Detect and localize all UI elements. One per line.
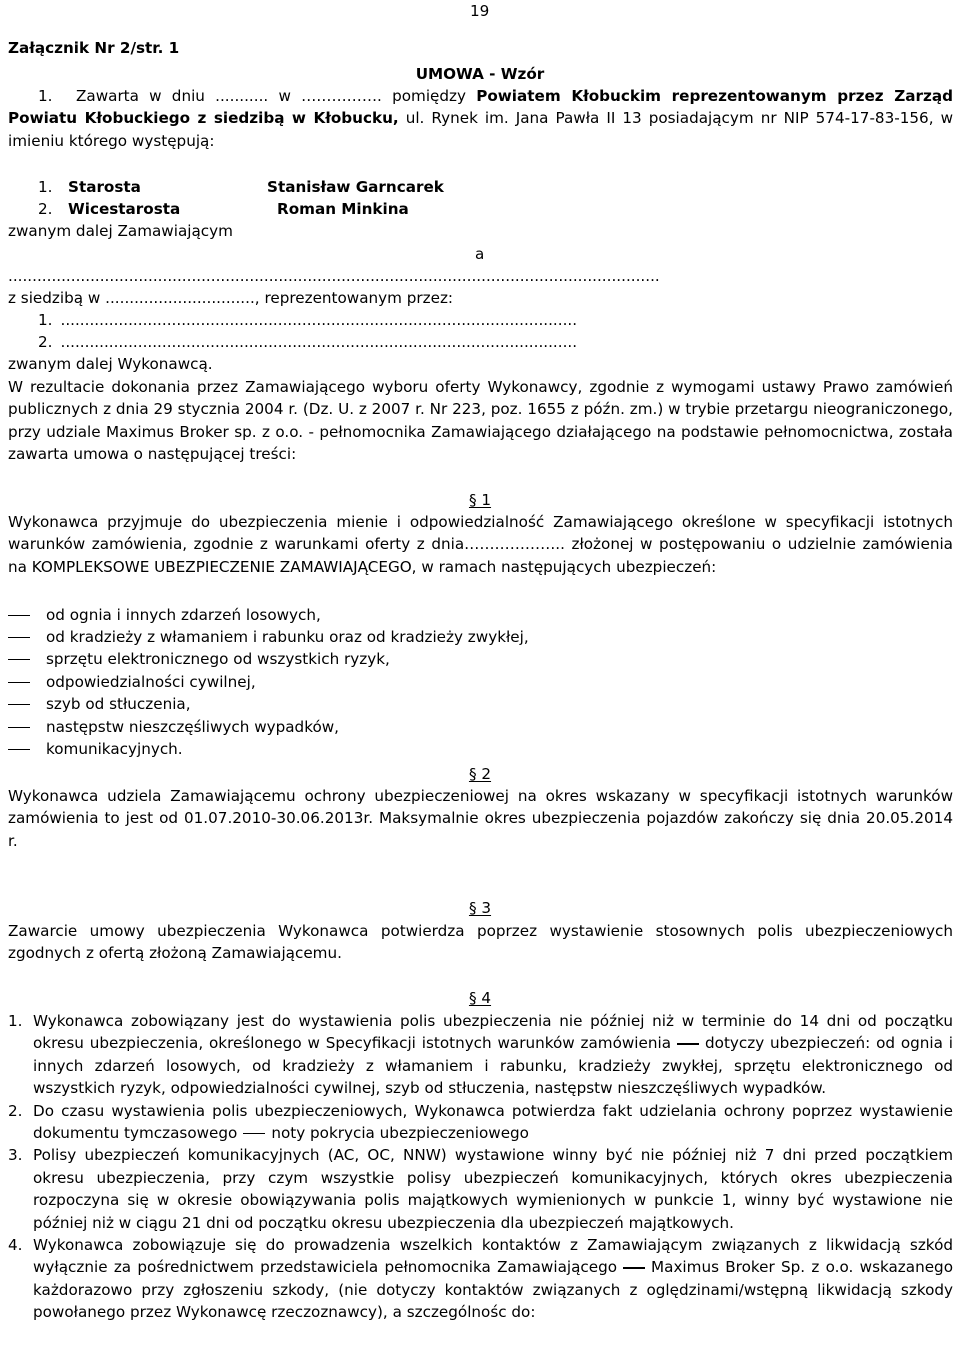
preamble: W rezultacie dokonania przez Zamawiającego wyboru oferty Wykonawcy, zgodnie z wymogami ustawy Prawo zamówień publicznych z dnia 29 stycznia 2004 r. (Dz. U. z 2007 r. Nr 223, poz. 1655 z późn. zm.) w trybie przetargu nieograniczonego, przy udziale Maximus Broker sp. z o.o. - pełnomocnika Zamawiającego działającego na podstawie pełnomocnictwa, została zawarta umowa o następującej treści:	[8, 378, 953, 464]
section-2-text: Wykonawca udziela Zamawiającemu ochrony ubezpieczeniowej na okres wskazany w specyfikacji istotnych warunków zamówienia to jest od 01.07.2010-30.06.2013r. Maksymalnie okres ubezpieczenia pojazdów zakończy się dnia 20.05.2014 r.	[8, 787, 953, 850]
list-dash	[8, 749, 30, 750]
list-item: komunikacyjnych.	[46, 740, 183, 758]
representative-1-name: Stanisław Garncarek	[267, 178, 444, 196]
representative-2: 2.	[38, 200, 53, 218]
list-item: następstw nieszczęśliwych wypadków,	[46, 718, 339, 736]
representative-1: 1.	[38, 178, 53, 196]
list-dash	[8, 659, 30, 660]
section-4-item-2: 2. Do czasu wystawienia polis ubezpieczeniowych, Wykonawca potwierdza fakt udzielania ochrony poprzez wystawienie dokumentu tymczasowego noty pokrycia ubezpieczeniowego	[8, 1101, 953, 1143]
list-dash	[8, 704, 30, 705]
list-item: od kradzieży z włamaniem i rabunku oraz od kradzieży zwykłej,	[46, 628, 529, 646]
section-4-list	[8, 1010, 953, 1324]
dots-line: .......................................................................................................................................	[8, 267, 660, 285]
section-1-text: Wykonawca przyjmuje do ubezpieczenia mienie i odpowiedzialność Zamawiającego określone w specyfikacji istotnych warunków zamówienia, zgodnie z warunkami oferty z dnia……………….. złożonej w postępowaniu o udzielnie zamówienia na KOMPLEKSOWE UBEZPIECZENIE ZAMAWIAJĄCEGO, w ramach następujących ubezpieczeń:	[8, 513, 953, 576]
contract-title: UMOWA - Wzór	[415, 65, 545, 83]
section-4-heading: § 4	[468, 989, 492, 1007]
list-dash	[8, 615, 30, 616]
dash-mark	[243, 1133, 265, 1134]
list-item: od ognia i innych zdarzeń losowych,	[46, 606, 321, 624]
intro-number: 1.	[38, 87, 53, 105]
section-4-item-1: 1. Wykonawca zobowiązany jest do wystawienia polis ubezpieczenia nie później niż w terminie do 14 dni od początku okresu ubezpieczenia, określonego w Specyfikacji istotnych warunków zamówienia dotyczy ubezpieczeń: od ognia i innych zdarzeń losowych, od kradzieży z włamaniem i rabunku, kradzieży zwykłej, sprzętu elektronicznego od wszystkich ryzyk, odpowiedzialności cywilnej, szyb od stłuczenia, następstw nieszczęśliwych wypadków.	[8, 1012, 953, 1098]
wykonawca-line: zwanym dalej Wykonawcą.	[8, 355, 213, 373]
contractor-rep-2: 2. ...........................................................................................................	[38, 333, 578, 351]
annex-label: Załącznik Nr 2/str. 1	[8, 39, 180, 57]
list-item: sprzętu elektronicznego od wszystkich ryzyk,	[46, 650, 390, 668]
section-4-item-4: 4. Wykonawca zobowiązuje się do prowadzenia wszelkich kontaktów z Zamawiającym związanych z likwidacją szkód wyłącznie za pośrednictwem przedstawiciela pełnomocnika Zamawiającego Maximus Broker Sp. z o.o. wskazanego każdorazowo przy zgłoszeniu szkody, (nie dotyczy kontaktów związanych z oględzinami/wstępną likwidacją szkody powołanego przez Wykonawcę rzeczoznawcy), a szczególnośc do:	[8, 1236, 953, 1322]
section-2-heading: § 2	[468, 765, 492, 783]
list-dash	[8, 727, 30, 728]
representative-2-name: Roman Minkina	[277, 200, 409, 218]
page-number: 19	[470, 2, 490, 20]
intro-paragraph: 1. Zawarta w dniu ........... w ……………. pomiędzy Powiatem Kłobuckim reprezentowanym przez Zarząd Powiatu Kłobuckiego z siedzibą w Kłobucku, ul. Rynek im. Jana Pawła II 13 posiadającym nr NIP 574-17-83-156, w imieniu którego występują:	[8, 87, 953, 150]
zamawiajacy-line: zwanym dalej Zamawiającym	[8, 222, 233, 240]
list-dash	[8, 682, 30, 683]
seat-line: z siedzibą w ..............................., reprezentowanym przez:	[8, 289, 454, 307]
a-word: a	[475, 245, 485, 263]
dash-mark	[677, 1043, 699, 1044]
contractor-rep-1: 1. ...........................................................................................................	[38, 311, 578, 329]
dash-mark	[623, 1267, 645, 1268]
section-3-text: Zawarcie umowy ubezpieczenia Wykonawca potwierdza poprzez wystawienie stosownych polis ubezpieczeniowych zgodnych z ofertą złożoną Zamawiającemu.	[8, 922, 953, 963]
section-1-heading: § 1	[468, 491, 492, 509]
list-item: odpowiedzialności cywilnej,	[46, 673, 256, 691]
list-dash	[8, 637, 30, 638]
representative-1-role: Starosta	[68, 178, 141, 196]
section-4-item-3: 3. Polisy ubezpieczeń komunikacyjnych (AC, OC, NNW) wystawione winny być nie później niż 7 dni przed początkiem okresu ubezpieczenia, przy czym wszystkie polisy ubezpieczeń komunikacyjnych, których okres ubezpieczenia rozpoczyna się w okresie obowiązywania polis majątkowych wymienionych w punkcie 1, winny być wystawione nie później niż w ciągu 21 dni od początku okresu ubezpieczenia dla ubezpieczeń majątkowych.	[8, 1146, 953, 1232]
list-item: szyb od stłuczenia,	[46, 695, 191, 713]
representative-2-role: Wicestarosta	[68, 200, 181, 218]
section-3-heading: § 3	[468, 899, 492, 917]
